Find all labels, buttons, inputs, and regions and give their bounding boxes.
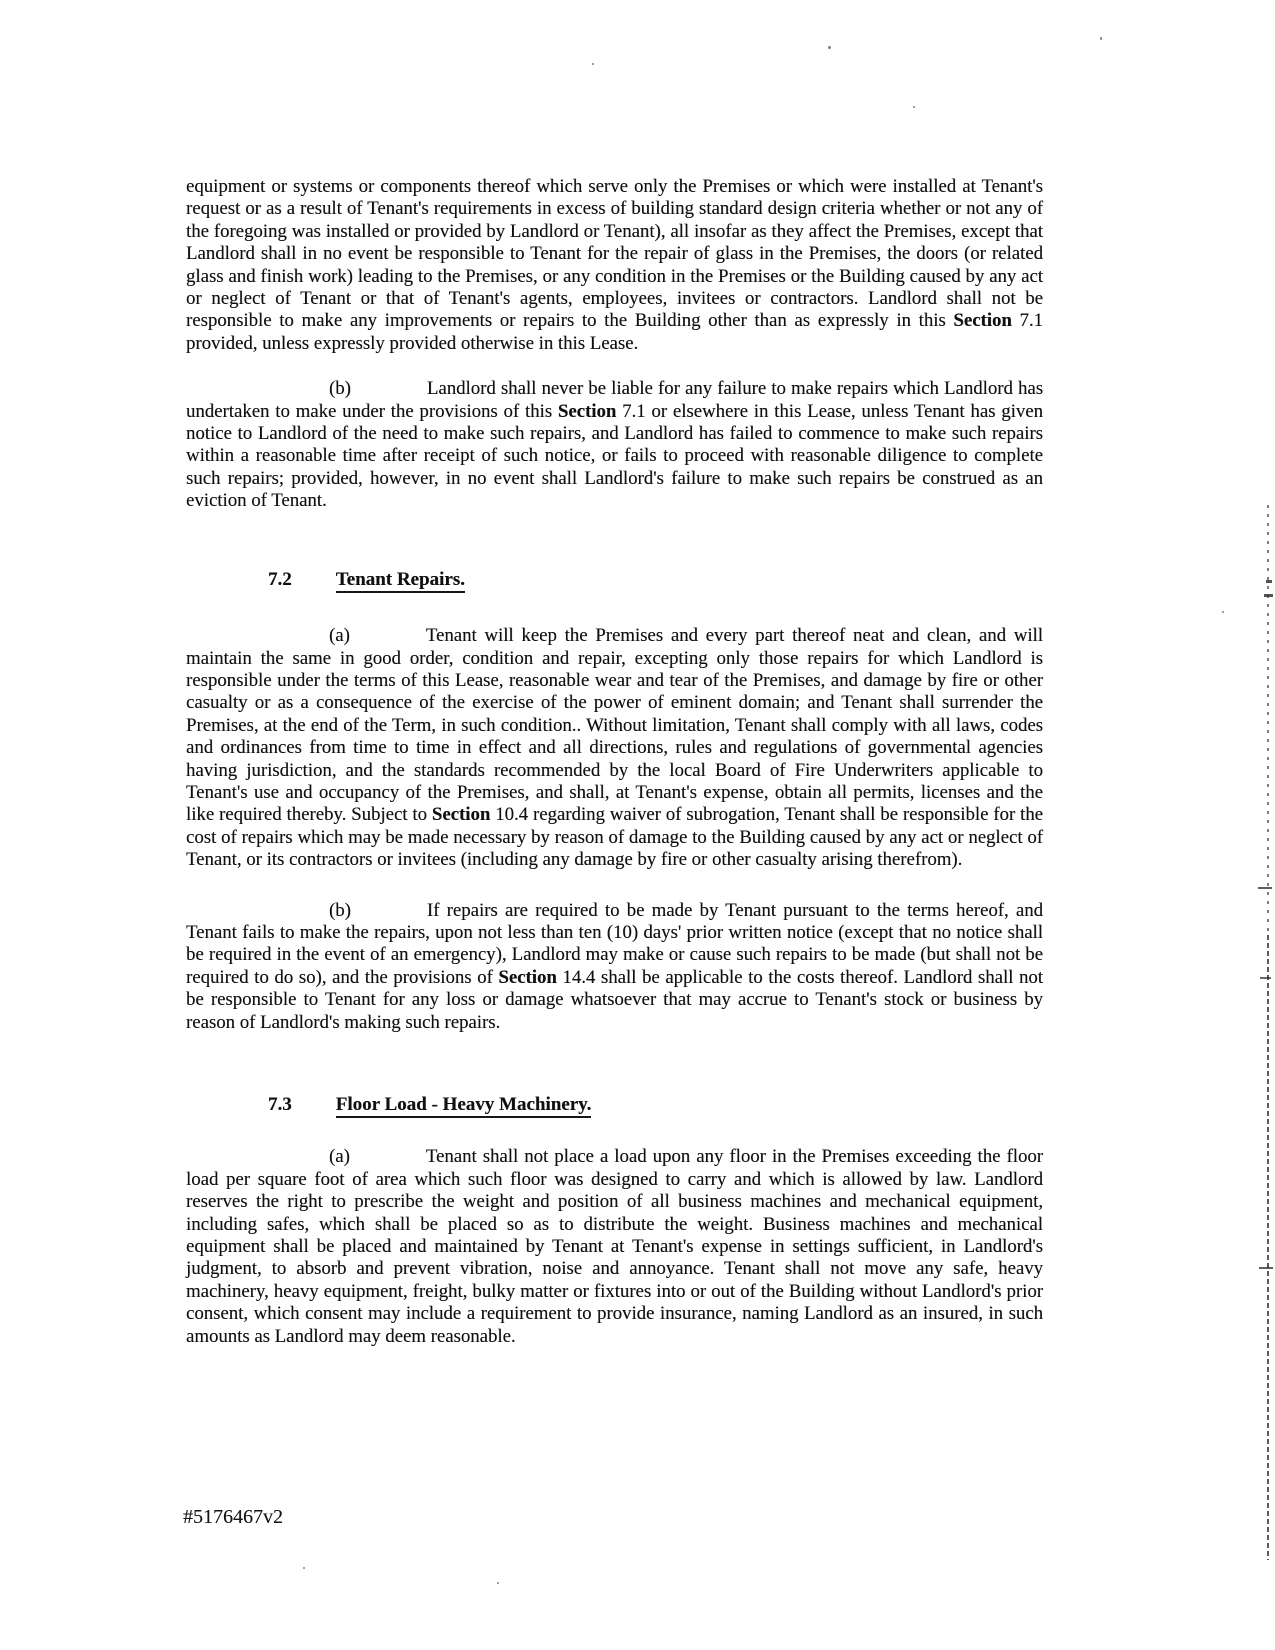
scan-artifact-tick (1259, 1267, 1273, 1269)
scan-artifact-tick (1264, 594, 1273, 597)
scan-artifact-tick (1260, 977, 1271, 979)
section-heading-7-2 (268, 569, 1043, 591)
scan-artifact-tick (1258, 887, 1272, 889)
section-number: 7.3 (268, 1094, 292, 1115)
section-title: Tenant Repairs. (336, 569, 465, 593)
paragraph-7-2-a: (a) Tenant will keep the Premises and every part thereof neat and clean, and will maintain the same in good order, condition and repair, excepting only those repairs for which Landlord is responsible under the terms of this Lease, reasonable wear and tear of the Premises, and damage by fire or other casualty or as a consequence of the exercise of the power of eminent domain; and Tenant shall surrender the Premises, at the end of the Term, in such condition.. Without limitation, Tenant shall comply with all laws, codes and ordinances from time to time in effect and all directions, rules and regulations of governmental agencies having jurisdiction, and the standards recommended by the local Board of Fire Underwriters applicable to Tenant's use and occupancy of the Premises, and shall, at Tenant's expense, obtain all permits, licenses and the like required thereby. Subject to Section 10.4 regarding waiver of subrogation, Tenant shall be responsible for the cost of repairs which may be made necessary by reason of damage to the Building caused by any act or neglect of Tenant, or its contractors or invitees (including any damage by fire or other casualty arising therefrom). (186, 625, 1044, 871)
scan-speck (828, 46, 831, 49)
section-number: 7.2 (268, 568, 292, 590)
section-title: Floor Load - Heavy Machinery. (336, 1094, 592, 1118)
scan-artifact-line-lower (1267, 935, 1269, 1560)
document-body (186, 176, 1043, 1348)
scan-speck (1100, 37, 1102, 40)
scan-speck (303, 1567, 305, 1569)
paragraph-7-3-a: (a) Tenant shall not place a load upon any floor in the Premises exceeding the floor load per square foot of area which such floor was designed to carry and which is allowed by law. Landlord reserves the right to prescribe the weight and position of all business machines and mechanical equipment, including safes, which shall be placed so as to distribute the weight. Business machines and mechanical equipment shall be placed and maintained by Tenant at Tenant's expense in settings sufficient, in Landlord's judgment, to absorb and prevent vibration, noise and annoyance. Tenant shall not move any safe, heavy machinery, heavy equipment, freight, bulky matter or fixtures into or out of the Building without Landlord's prior consent, which consent may include a requirement to provide insurance, naming Landlord as an insured, in such amounts as Landlord may deem reasonable. (186, 1146, 1043, 1347)
scan-artifact-tick (1266, 580, 1272, 583)
document-number-footer: #5176467v2 (183, 1506, 283, 1528)
paragraph-7-1-continuation: equipment or systems or components thereof which serve only the Premises or which were installed at Tenant's request or as a result of Tenant's requirements in excess of building standard design criteria whether or not any of the foregoing was installed or provided by Landlord or Tenant), all insofar as they affect the Premises, except that Landlord shall in no event be responsible to Tenant for the repair of glass in the Premises, the doors (or related glass and finish work) leading to the Premises, or any condition in the Premises or the Building caused by any act or neglect of Tenant or that of Tenant's agents, employees, invitees or contractors. Landlord shall not be responsible to make any improvements or repairs to the Building other than as expressly in this Section 7.1 provided, unless expressly provided otherwise in this Lease. (186, 176, 1044, 354)
scan-speck (1222, 611, 1224, 613)
paragraph-7-2-b: (b) If repairs are required to be made by Tenant pursuant to the terms hereof, and Tenant fails to make the repairs, upon not less than ten (10) days' prior written notice (except that no notice shall be required in the event of an emergency), Landlord may make or cause such repairs to be made (but shall not be required to do so), and the provisions of Section 14.4 shall be applicable to the costs thereof. Landlord shall not be responsible to Tenant for any loss or damage whatsoever that may accrue to Tenant's stock or business by reason of Landlord's making such repairs. (186, 899, 1043, 1033)
scan-speck (913, 106, 915, 108)
scan-artifact-line-upper (1267, 505, 1269, 935)
scan-speck (592, 63, 594, 65)
section-heading-7-3 (268, 1094, 1043, 1116)
scan-speck (497, 1582, 499, 1584)
paragraph-7-1-b: (b) Landlord shall never be liable for any failure to make repairs which Landlord has undertaken to make under the provisions of this Section 7.1 or elsewhere in this Lease, unless Tenant has given notice to Landlord of the need to make such repairs, and Landlord has failed to commence to make such repairs within a reasonable time after receipt of such notice, or fails to proceed with reasonable diligence to complete such repairs; provided, however, in no event shall Landlord's failure to make such repairs be construed as an eviction of Tenant. (186, 378, 1043, 512)
